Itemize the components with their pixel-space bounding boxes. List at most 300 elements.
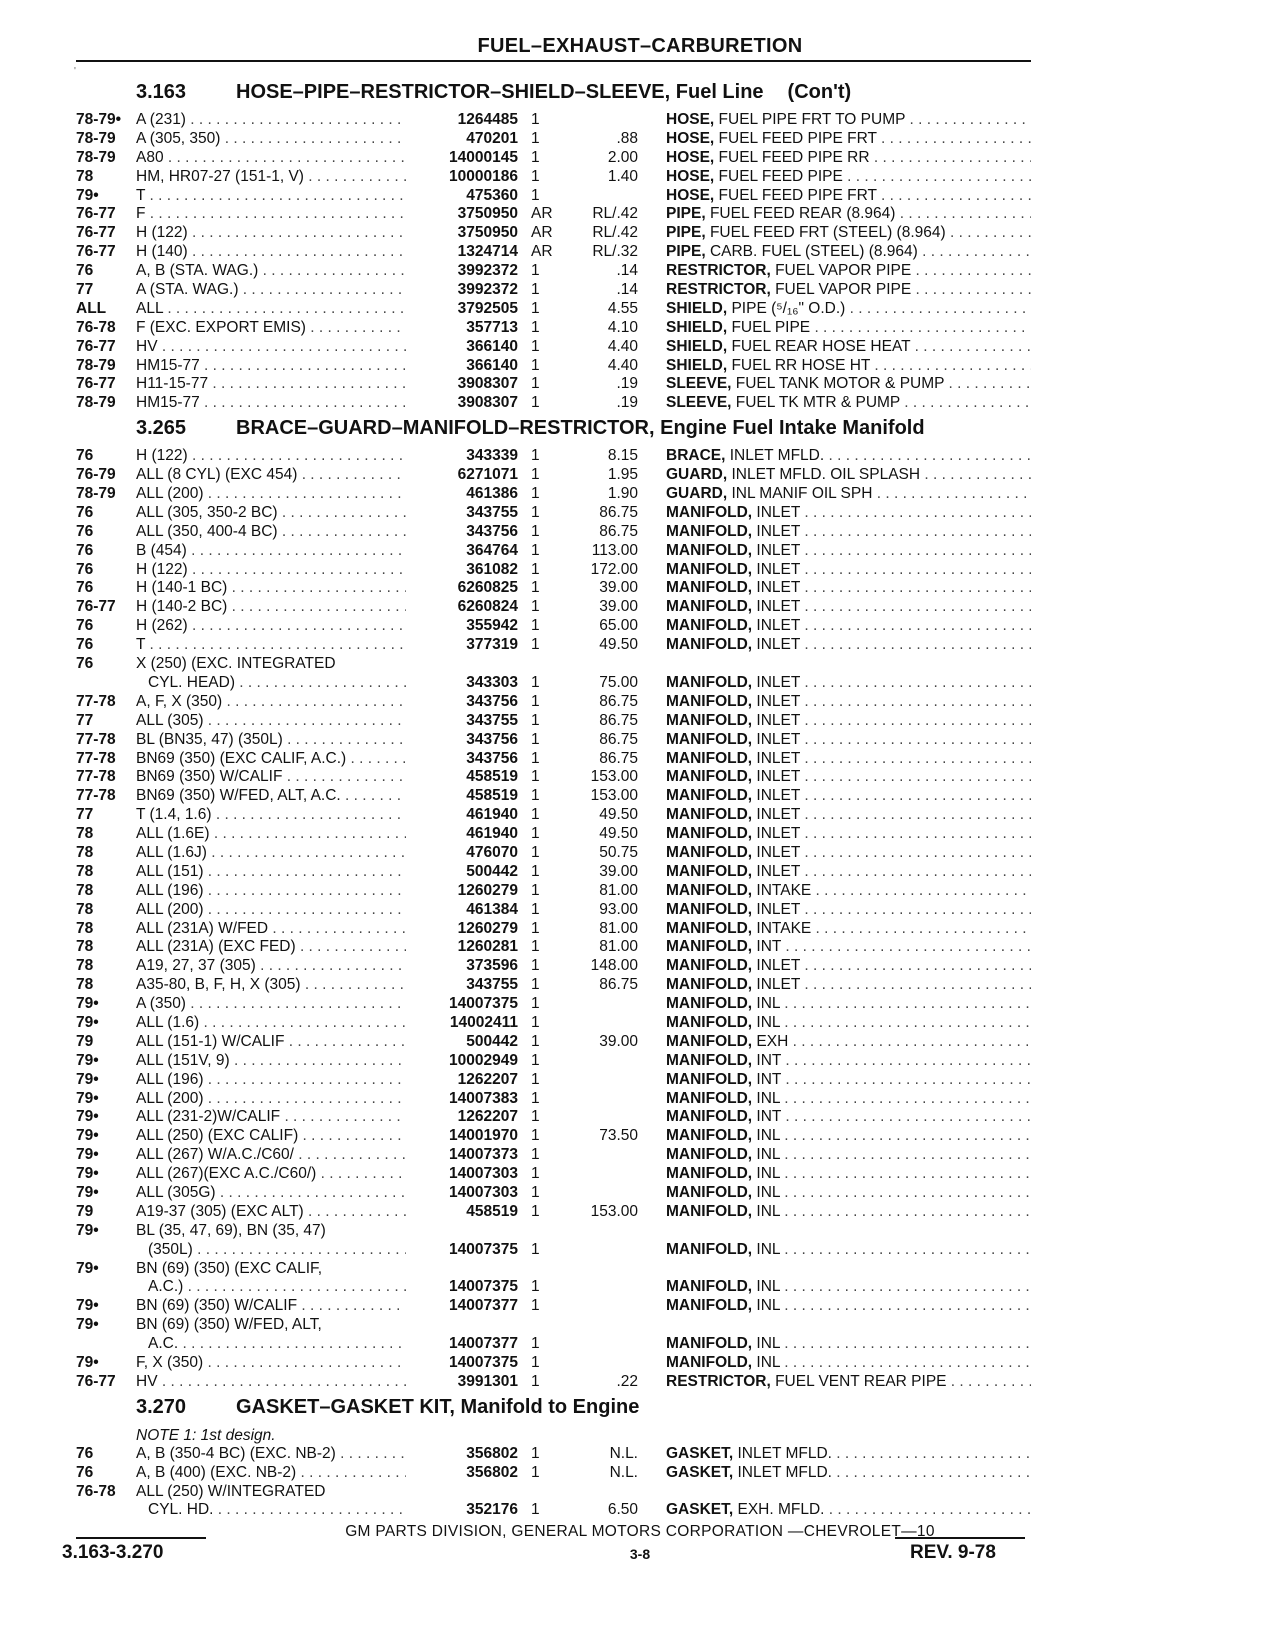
table-row	[76, 504, 1031, 523]
table-row	[76, 1014, 1031, 1033]
quantity: 1	[531, 1070, 540, 1088]
margin-mark: '	[74, 66, 76, 77]
part-description	[666, 447, 1031, 466]
part-description	[666, 768, 1031, 787]
quantity: 1	[531, 976, 540, 994]
part-description	[666, 731, 1031, 750]
quantity: 1	[531, 1051, 540, 1069]
table-row	[76, 1184, 1031, 1203]
quantity: 1	[531, 503, 540, 521]
quantity: 1	[531, 1240, 540, 1258]
quantity: 1	[531, 1444, 540, 1462]
model-year: 76-77	[76, 243, 116, 261]
part-name: GUARD,	[666, 466, 728, 484]
application: ALL (151-1) W/CALIF . . .	[136, 1033, 476, 1052]
price: .22	[616, 1372, 638, 1390]
table-row	[76, 768, 1031, 787]
part-description	[666, 1014, 1031, 1033]
part-number: 3750950	[406, 205, 518, 224]
part-number: 14007375	[406, 1278, 518, 1297]
part-number: 3992372	[406, 262, 518, 281]
part-name: MANIFOLD,	[666, 976, 753, 994]
part-description	[666, 1373, 1031, 1392]
table-row	[76, 693, 1031, 712]
section-heading	[76, 1396, 1031, 1424]
application: A80 . . .	[136, 149, 476, 168]
price: 1.40	[607, 167, 638, 185]
price: 172.00	[590, 560, 638, 578]
quantity: 1	[531, 730, 540, 748]
part-name: SHIELD,	[666, 299, 728, 317]
part-description	[666, 712, 1031, 731]
part-description	[666, 375, 1031, 394]
part-number: 343339	[406, 447, 518, 466]
application: ALL (1.6J) . . .	[136, 844, 476, 863]
table-row	[76, 598, 1031, 617]
application: ALL (305, 350-2 BC) . . .	[136, 504, 476, 523]
part-description	[666, 168, 1031, 187]
part-number: 343303	[406, 674, 518, 693]
application: ALL (196) . . .	[136, 882, 476, 901]
part-detail: INLET	[752, 900, 801, 918]
quantity: 1	[531, 1372, 540, 1390]
model-year: 77-78	[76, 768, 116, 786]
part-name: MANIFOLD,	[666, 825, 753, 843]
application: HM, HR07-27 (151-1, V) . . .	[136, 168, 476, 187]
part-detail: INLET	[752, 503, 801, 521]
quantity: 1	[531, 825, 540, 843]
part-name: MANIFOLD,	[666, 957, 753, 975]
model-year: 76-78	[76, 318, 116, 336]
part-description	[666, 1354, 1031, 1373]
model-year: 76	[76, 541, 94, 559]
part-name: MANIFOLD,	[666, 1165, 753, 1183]
part-name: MANIFOLD,	[666, 1127, 753, 1145]
price: N.L.	[609, 1463, 638, 1481]
price: 81.00	[599, 938, 638, 956]
table-row	[76, 561, 1031, 580]
quantity: 1	[531, 881, 540, 899]
part-name: HOSE,	[666, 129, 715, 147]
model-year: 76	[76, 522, 94, 540]
table-row	[76, 466, 1031, 485]
table-row	[76, 300, 1031, 319]
model-year: 78	[76, 938, 94, 956]
part-number: 3991301	[406, 1373, 518, 1392]
footer-publisher: GM PARTS DIVISION, GENERAL MOTORS CORPORATION —CHEVROLET—10	[345, 1523, 935, 1540]
part-number: 1260279	[406, 920, 518, 939]
model-year: 78	[76, 976, 94, 994]
application: HV . . .	[136, 338, 476, 357]
table-row	[76, 920, 1031, 939]
part-description	[666, 920, 1031, 939]
application: BL (BN35, 47) (350L) . . .	[136, 731, 476, 750]
table-row	[76, 1501, 1031, 1520]
table-row	[76, 1127, 1031, 1146]
part-number: 14007303	[406, 1165, 518, 1184]
part-detail: INLET MFLD.	[733, 1463, 832, 1481]
part-name: RESTRICTOR,	[666, 281, 771, 299]
quantity: 1	[531, 541, 540, 559]
quantity: 1	[531, 1089, 540, 1107]
part-detail: INLET	[752, 560, 801, 578]
table-row	[76, 1278, 1031, 1297]
part-detail: FUEL FEED PIPE FRT	[714, 129, 877, 147]
model-year: 78	[76, 862, 94, 880]
part-number: 470201	[406, 130, 518, 149]
part-name: SHIELD,	[666, 337, 728, 355]
part-detail: INTAKE	[752, 919, 812, 937]
application: BN69 (350) W/CALIF . . .	[136, 768, 476, 787]
application: BN (69) (350) W/FED, ALT,	[136, 1316, 322, 1334]
quantity: 1	[531, 843, 540, 861]
part-description	[666, 806, 1031, 825]
part-number: 361082	[406, 561, 518, 580]
table-row	[76, 485, 1031, 504]
part-detail: INL	[752, 1127, 780, 1145]
quantity: 1	[531, 1463, 540, 1481]
application: H (122) . . .	[136, 224, 476, 243]
quantity: AR	[531, 243, 553, 261]
table-row	[76, 1464, 1031, 1483]
application: A, F, X (350) . . .	[136, 693, 476, 712]
part-name: MANIFOLD,	[666, 522, 753, 540]
model-year: 76-77	[76, 337, 116, 355]
part-detail: INLET	[752, 522, 801, 540]
part-detail: FUEL VAPOR PIPE	[770, 262, 912, 280]
part-name: MANIFOLD,	[666, 1146, 753, 1164]
table-row	[76, 1316, 1031, 1335]
part-description	[666, 130, 1031, 149]
part-description	[666, 636, 1031, 655]
part-description	[666, 995, 1031, 1014]
page-title: FUEL–EXHAUST–CARBURETION	[477, 35, 803, 57]
quantity: 1	[531, 560, 540, 578]
part-description	[666, 882, 1031, 901]
table-row	[76, 1108, 1031, 1127]
part-number: 356802	[406, 1445, 518, 1464]
part-number: 343756	[406, 750, 518, 769]
part-number: 1260281	[406, 938, 518, 957]
application: X (250) (EXC. INTEGRATED	[136, 655, 336, 673]
table-row	[76, 394, 1031, 413]
part-name: SLEEVE,	[666, 394, 732, 412]
part-name: MANIFOLD,	[666, 900, 753, 918]
part-description	[666, 466, 1031, 485]
part-name: SHIELD,	[666, 356, 728, 374]
application: H (122) . . .	[136, 561, 476, 580]
part-description	[666, 976, 1031, 995]
part-detail: INL	[752, 1165, 780, 1183]
part-detail: INLET	[752, 957, 801, 975]
part-detail: INLET MFLD. OIL SPLASH	[727, 466, 921, 484]
quantity: 1	[531, 318, 540, 336]
part-description	[666, 1445, 1031, 1464]
part-name: MANIFOLD,	[666, 881, 753, 899]
table-row	[76, 224, 1031, 243]
quantity: 1	[531, 447, 540, 465]
table-row	[76, 1373, 1031, 1392]
part-number: 343755	[406, 504, 518, 523]
table-row	[76, 1260, 1031, 1279]
model-year: 77-78	[76, 730, 116, 748]
price: 49.50	[599, 825, 638, 843]
part-description	[666, 300, 1031, 319]
quantity: 1	[531, 1501, 540, 1519]
part-description	[666, 1464, 1031, 1483]
price: 86.75	[599, 730, 638, 748]
price: 86.75	[599, 692, 638, 710]
quantity: 1	[531, 1297, 540, 1315]
model-year: 79•	[76, 1297, 99, 1315]
part-detail: INLET	[752, 768, 801, 786]
table-row	[76, 1090, 1031, 1109]
model-year: 78	[76, 167, 94, 185]
part-detail: FUEL FEED PIPE FRT	[714, 186, 877, 204]
part-name: BRACE,	[666, 447, 726, 465]
part-number: 500442	[406, 863, 518, 882]
price: 86.75	[599, 976, 638, 994]
application: HM15-77 . . .	[136, 357, 476, 376]
application: ALL (200) . . .	[136, 1090, 476, 1109]
quantity: 1	[531, 711, 540, 729]
part-description	[666, 357, 1031, 376]
price: RL/.42	[592, 224, 638, 242]
footer-section-range: 3.163-3.270	[62, 1542, 164, 1563]
quantity: 1	[531, 1032, 540, 1050]
table-row	[76, 1483, 1031, 1502]
application: A, B (350-4 BC) (EXC. NB-2) . . .	[136, 1445, 476, 1464]
section-note: NOTE 1: 1st design.	[136, 1426, 276, 1444]
model-year: 79•	[76, 1051, 99, 1069]
application: F . . .	[136, 205, 476, 224]
model-year: 78	[76, 900, 94, 918]
model-year: 76	[76, 447, 94, 465]
section-title: GASKET–GASKET KIT, Manifold to Engine	[236, 1395, 640, 1418]
model-year: 78	[76, 919, 94, 937]
table-row	[76, 187, 1031, 206]
part-name: MANIFOLD,	[666, 862, 753, 880]
table-row	[76, 1146, 1031, 1165]
application: ALL (151V, 9) . . .	[136, 1052, 476, 1071]
model-year: 76-78	[76, 1482, 116, 1500]
model-year: 76	[76, 262, 94, 280]
part-name: PIPE,	[666, 243, 706, 261]
price: 4.55	[607, 299, 638, 317]
quantity: 1	[531, 522, 540, 540]
price: N.L.	[609, 1444, 638, 1462]
model-year: 76-77	[76, 375, 116, 393]
part-number: 373596	[406, 957, 518, 976]
model-year: 76	[76, 579, 94, 597]
part-number: 355942	[406, 617, 518, 636]
part-number: 14007375	[406, 995, 518, 1014]
application: ALL . . .	[136, 300, 476, 319]
quantity: 1	[531, 957, 540, 975]
table-row	[76, 1033, 1031, 1052]
price: 39.00	[599, 579, 638, 597]
model-year: 78	[76, 957, 94, 975]
section-heading	[76, 81, 1031, 109]
table-row	[76, 1165, 1031, 1184]
model-year: 76-77	[76, 598, 116, 616]
part-detail: INL	[752, 1202, 780, 1220]
model-year: 78-79	[76, 129, 116, 147]
part-description	[666, 1052, 1031, 1071]
part-detail: INL	[752, 1013, 780, 1031]
section-number: 3.163	[136, 81, 187, 103]
part-name: MANIFOLD,	[666, 692, 753, 710]
application: ALL (196) . . .	[136, 1071, 476, 1090]
table-row	[76, 1222, 1031, 1241]
model-year: 76-77	[76, 205, 116, 223]
price: 113.00	[591, 541, 638, 559]
application: ALL (231-2)W/CALIF . . .	[136, 1108, 476, 1127]
part-name: GASKET,	[666, 1463, 734, 1481]
quantity: 1	[531, 299, 540, 317]
price: 8.15	[607, 447, 638, 465]
part-name: PIPE,	[666, 205, 706, 223]
table-row	[76, 655, 1031, 674]
quantity: 1	[531, 1183, 540, 1201]
part-name: MANIFOLD,	[666, 579, 753, 597]
part-description	[666, 281, 1031, 300]
application: CYL. HD. . . .	[136, 1501, 476, 1520]
model-year: 79	[76, 1202, 94, 1220]
quantity: AR	[531, 205, 553, 223]
part-name: HOSE,	[666, 111, 715, 128]
application: ALL (305G) . . .	[136, 1184, 476, 1203]
table-row	[76, 149, 1031, 168]
model-year: 79•	[76, 1146, 99, 1164]
part-name: GUARD,	[666, 485, 728, 503]
table-row	[76, 863, 1031, 882]
part-number: 458519	[406, 768, 518, 787]
part-detail: INL	[752, 1183, 780, 1201]
table-row	[76, 375, 1031, 394]
quantity: 1	[531, 787, 540, 805]
part-number: 1262207	[406, 1071, 518, 1090]
part-description	[666, 1033, 1031, 1052]
part-number: 1264485	[406, 111, 518, 130]
part-detail: EXH	[752, 1032, 789, 1050]
table-row	[76, 319, 1031, 338]
application: F, X (350) . . .	[136, 1354, 476, 1373]
part-description	[666, 674, 1031, 693]
price: 86.75	[599, 503, 638, 521]
application: HV . . .	[136, 1373, 476, 1392]
part-name: MANIFOLD,	[666, 995, 753, 1013]
part-detail: INLET	[752, 749, 801, 767]
quantity: 1	[531, 579, 540, 597]
part-detail: FUEL PIPE	[727, 318, 811, 336]
part-description	[666, 844, 1031, 863]
model-year: 79•	[76, 1259, 99, 1277]
part-description	[666, 825, 1031, 844]
part-number: 14007375	[406, 1241, 518, 1260]
model-year: 79•	[76, 1183, 99, 1201]
part-description	[666, 693, 1031, 712]
table-row	[76, 806, 1031, 825]
table-row	[76, 957, 1031, 976]
part-name: MANIFOLD,	[666, 787, 753, 805]
part-description	[666, 262, 1031, 281]
part-description	[666, 1297, 1031, 1316]
application: F (EXC. EXPORT EMIS) . . .	[136, 319, 476, 338]
part-number: 6260824	[406, 598, 518, 617]
part-description	[666, 1241, 1031, 1260]
table-row	[76, 882, 1031, 901]
part-description	[666, 598, 1031, 617]
quantity: AR	[531, 224, 553, 242]
table-row	[76, 542, 1031, 561]
part-number: 364764	[406, 542, 518, 561]
model-year: 76-79	[76, 466, 116, 484]
part-name: MANIFOLD,	[666, 1354, 753, 1371]
part-number: 476070	[406, 844, 518, 863]
table-row	[76, 262, 1031, 281]
quantity: 1	[531, 1335, 540, 1353]
model-year: 78-79	[76, 356, 116, 374]
part-detail: INLET	[752, 976, 801, 994]
application: T . . .	[136, 636, 476, 655]
model-year: 76	[76, 636, 94, 654]
model-year: 79•	[76, 1221, 99, 1239]
part-number: 10002949	[406, 1052, 518, 1071]
table-row	[76, 111, 1031, 130]
price: 86.75	[599, 749, 638, 767]
table-row	[76, 281, 1031, 300]
application: H (262) . . .	[136, 617, 476, 636]
application: BN (69) (350) (EXC CALIF,	[136, 1259, 323, 1277]
quantity: 1	[531, 806, 540, 824]
application: A.C. . . .	[136, 1335, 476, 1354]
part-description	[666, 1203, 1031, 1222]
quantity: 1	[531, 636, 540, 654]
part-name: MANIFOLD,	[666, 730, 753, 748]
part-detail: INLET	[752, 692, 801, 710]
part-detail: INLET	[752, 862, 801, 880]
part-name: MANIFOLD,	[666, 711, 753, 729]
part-number: 14007373	[406, 1146, 518, 1165]
part-description	[666, 901, 1031, 920]
part-name: MANIFOLD,	[666, 749, 753, 767]
part-detail: INLET	[752, 843, 801, 861]
application: A19-37 (305) (EXC ALT) . . .	[136, 1203, 476, 1222]
part-detail: FUEL REAR HOSE HEAT	[727, 337, 911, 355]
quantity: 1	[531, 938, 540, 956]
table-row	[76, 938, 1031, 957]
part-name: HOSE,	[666, 186, 715, 204]
quantity: 1	[531, 1127, 540, 1145]
application: A (231) . . .	[136, 111, 476, 130]
part-description	[666, 957, 1031, 976]
table-row	[76, 1335, 1031, 1354]
price: 65.00	[599, 617, 638, 635]
price: 1.95	[607, 466, 638, 484]
table-row	[76, 338, 1031, 357]
price: 93.00	[599, 900, 638, 918]
part-detail: INLET	[752, 825, 801, 843]
part-name: MANIFOLD,	[666, 598, 753, 616]
section-number: 3.265	[136, 417, 187, 440]
model-year: 79•	[76, 186, 99, 204]
part-name: MANIFOLD,	[666, 1202, 753, 1220]
part-number: 343756	[406, 523, 518, 542]
part-description	[666, 579, 1031, 598]
price: 153.00	[590, 1202, 638, 1220]
part-detail: FUEL FEED FRT (STEEL) (8.964)	[705, 224, 946, 242]
